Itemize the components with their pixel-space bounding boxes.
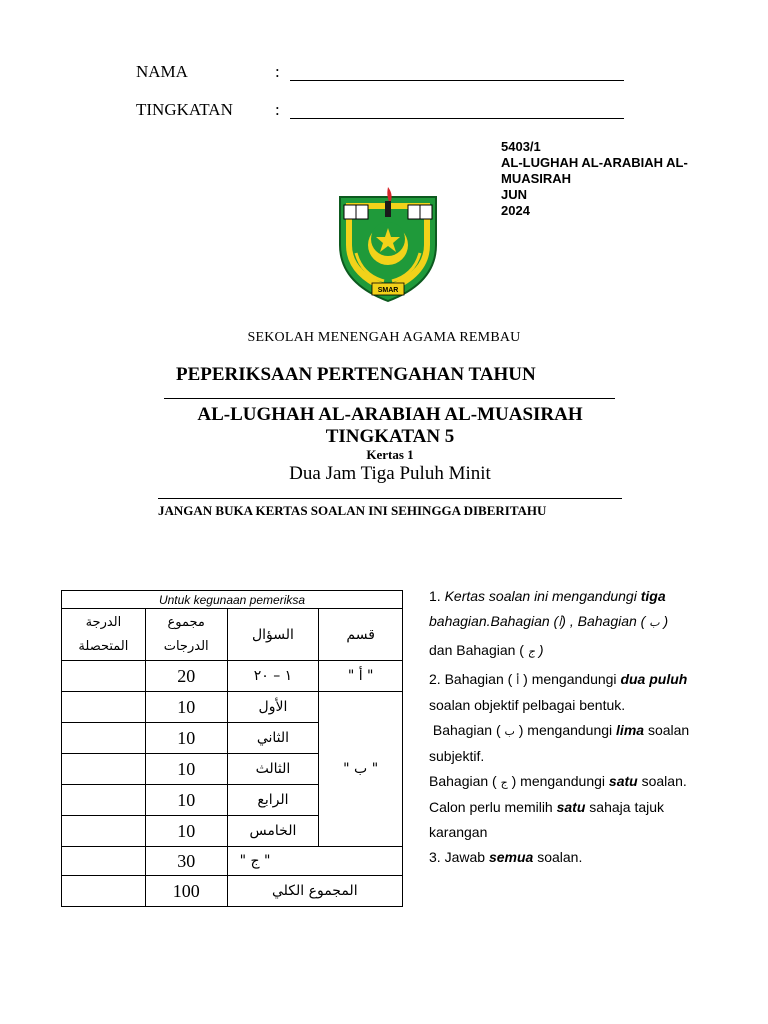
instruction-1-end <box>429 638 749 664</box>
subject-title: AL-LUGHAH AL-ARABIAH AL-MUASIRAH <box>197 404 583 425</box>
col-section: قسم <box>319 609 403 661</box>
class-label: TINGKATAN <box>136 100 233 119</box>
paper-code: 5403/1 <box>501 139 541 154</box>
i2-o: soalan. <box>641 773 687 789</box>
paper-subject-line1: AL-LUGHAH AL-ARABIAH AL- <box>501 155 688 170</box>
row-b-section: " ب " <box>319 692 403 847</box>
row-c-obtained[interactable] <box>62 847 146 876</box>
i2-a: أ <box>516 674 520 687</box>
instruction-2-b: soalan objektif pelbagai bentuk. <box>429 697 626 713</box>
col-question: السؤال <box>227 609 319 661</box>
instruction-1 <box>429 584 749 609</box>
i2-g: ) mengandungi <box>518 722 613 738</box>
i1-f: ب <box>649 616 660 629</box>
paper-info <box>501 139 731 219</box>
row-b4-marks: 10 <box>145 785 227 816</box>
instruction-2 <box>429 667 749 693</box>
i1-h: dan Bahagian ( <box>429 642 524 658</box>
i3-a: 3. Jawab <box>429 849 486 865</box>
i2-m: ) mengandungi <box>511 773 606 789</box>
i2-l: ج <box>500 776 508 789</box>
i2-c: dua puluh <box>620 671 688 687</box>
class-colon: : <box>275 100 280 119</box>
row-b2-question: الثاني <box>227 723 319 754</box>
i2-n: satu <box>608 773 638 789</box>
paper-month: JUN <box>501 187 528 202</box>
i2-num: 2. Bahagian ( <box>429 671 513 687</box>
i1-j: ) <box>538 642 544 658</box>
row-b4-question: الرابع <box>227 785 319 816</box>
table-caption-cell: Untuk kegunaan pemeriksa <box>62 591 403 609</box>
row-a-obtained[interactable] <box>62 661 146 692</box>
paper-number: Kertas 1 <box>366 447 414 462</box>
row-b3-obtained[interactable] <box>62 754 146 785</box>
row-b3-question: الثالث <box>227 754 319 785</box>
duration: Dua Jam Tiga Puluh Minit <box>289 463 491 484</box>
title-divider <box>164 398 615 399</box>
i2-i: soalan <box>647 722 690 738</box>
row-b3-marks: 10 <box>145 754 227 785</box>
i1-emph: tiga <box>640 588 666 604</box>
row-b2-marks: 10 <box>145 723 227 754</box>
i1-e: ) , Bahagian ( <box>561 613 646 629</box>
name-label: NAMA <box>136 62 188 81</box>
paper-year: 2024 <box>501 203 530 218</box>
i2-p: Calon perlu memilih <box>429 799 553 815</box>
instruction-3 <box>429 845 749 870</box>
row-total-label: المجموع الكلي <box>227 876 402 907</box>
school-logo <box>332 183 444 305</box>
i1-c: bahagian.Bahagian ( <box>429 613 559 629</box>
row-b5-marks: 10 <box>145 816 227 847</box>
logo-banner-text: SMAR <box>377 287 399 294</box>
row-b5-obtained[interactable] <box>62 816 146 847</box>
paper-subject-line2: MUASIRAH <box>501 171 572 186</box>
row-b5-question: الخامس <box>227 816 319 847</box>
instruction-2-d: subjektif. <box>429 748 485 764</box>
row-c-marks: 30 <box>145 847 227 876</box>
instruction-1-cont <box>429 609 749 635</box>
instructions <box>429 584 749 870</box>
row-b1-marks: 10 <box>145 692 227 723</box>
name-colon: : <box>275 62 280 81</box>
instruction-2-g: karangan <box>429 824 488 840</box>
row-c-section: " ج " <box>227 847 402 876</box>
row-a-marks: 20 <box>145 661 227 692</box>
class-line <box>290 102 624 119</box>
i2-q: satu <box>556 799 586 815</box>
col-obtained-2: المتحصلة <box>78 638 129 654</box>
name-line <box>290 64 624 81</box>
instruction-2-c <box>429 718 749 744</box>
warning-divider <box>158 498 622 499</box>
row-b1-question: الأول <box>227 692 319 723</box>
row-b2-obtained[interactable] <box>62 723 146 754</box>
warning-text: JANGAN BUKA KERTAS SOALAN INI SEHINGGA DIBERITAHU <box>158 503 547 518</box>
i1-i: ج <box>527 645 535 658</box>
i1-d: أ <box>558 616 562 629</box>
row-total-marks: 100 <box>145 876 227 907</box>
i2-h: lima <box>616 722 645 738</box>
i2-b: ) mengandungi <box>523 671 617 687</box>
form-title: TINGKATAN 5 <box>325 426 455 447</box>
i2-e: Bahagian ( <box>432 722 501 738</box>
school-name: SEKOLAH MENENGAH AGAMA REMBAU <box>247 330 521 345</box>
score-table-body <box>61 590 403 907</box>
instruction-2-f <box>429 795 749 820</box>
i2-r: sahaja tajuk <box>589 799 665 815</box>
col-total-marks-1: مجموع <box>167 614 205 630</box>
row-b4-obtained[interactable] <box>62 785 146 816</box>
col-obtained-1: الدرجة <box>85 614 122 630</box>
row-b1-obtained[interactable] <box>62 692 146 723</box>
col-total-marks-2: الدرجات <box>163 638 209 654</box>
exam-title: PEPERIKSAAN PERTENGAHAN TAHUN <box>176 364 536 385</box>
i3-b: semua <box>488 849 534 865</box>
instruction-2-e <box>429 769 749 795</box>
i2-k: Bahagian ( <box>429 773 497 789</box>
row-a-section: " أ " <box>319 661 403 692</box>
col-total-marks <box>145 609 227 661</box>
row-a-question: ١ – ٢٠ <box>227 661 319 692</box>
col-obtained <box>62 609 146 661</box>
row-total-obtained[interactable] <box>62 876 146 907</box>
i1-text: Kertas soalan ini mengandungi <box>444 588 637 604</box>
i1-num: 1. <box>429 588 441 604</box>
i1-g: ) <box>663 613 669 629</box>
i3-c: soalan. <box>537 849 583 865</box>
i2-f: ب <box>504 725 515 738</box>
